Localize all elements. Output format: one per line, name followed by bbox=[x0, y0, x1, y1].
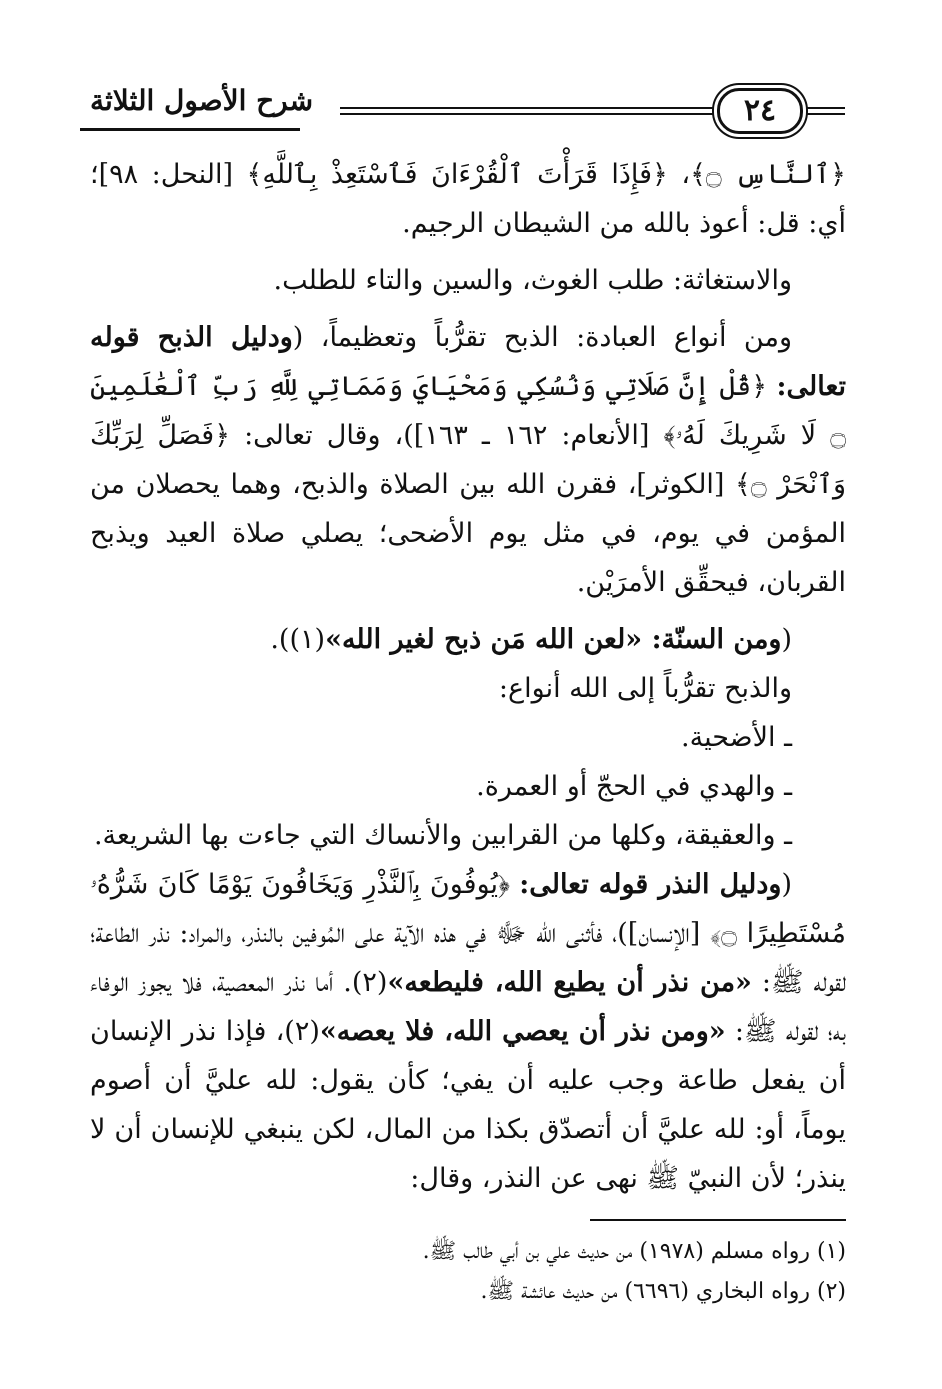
nadhr-text-3: (٢)، فإذا نذر الإنسان أن يفعل طاعة وجب عليه أن يفي؛ كأن يقول: لله عليَّ أن أصوم يوماً، أو: لله عليَّ أن أتصدّق بكذا من المال، لكن ينبغي للإنسان أن لا ينذر؛ لأن النبيّ ﷺ نهى عن النذر، وقال: bbox=[90, 1016, 846, 1194]
paragraph-dhabh bbox=[90, 313, 846, 607]
nadhr-hadith-obey: «من نذر أن يطيع الله، فليطعه» bbox=[387, 967, 752, 998]
dhabh-evidence-heading: ودليل الذبح قوله تعالى: bbox=[90, 322, 846, 402]
page-number: ٢٤ bbox=[717, 88, 803, 134]
list-item-udhiya: ـ الأضحية. bbox=[681, 722, 792, 753]
nadhr-evidence-text: ﴿يُوفُونَ بِٱلنَّذْرِ وَيَخَافُونَ يَوْمًا كَانَ شَرُّهُۥ مُسْتَطِيرًا ۝﴾ [الإنسان])، فأثنى الله ﷻ في هذه الآية على المُوفين بالنذر، والمراد: نذر الطاعة؛ لقوله ﷺ: bbox=[90, 869, 846, 998]
footnotes bbox=[90, 1232, 846, 1312]
sunnah-open: ( bbox=[781, 624, 792, 655]
paragraph-nadhr bbox=[90, 860, 846, 1203]
footnote-divider bbox=[590, 1219, 846, 1221]
nadhr-hadith-disobey: «ومن نذر أن يعصي الله، فلا يعصه» bbox=[319, 1016, 726, 1047]
header-rule-bottom bbox=[340, 113, 765, 115]
page-header bbox=[80, 78, 850, 138]
page-body bbox=[90, 150, 846, 1203]
footnote-2: (٢) رواه البخاري (٦٦٩٦) من حديث عائشة ﷺ. bbox=[480, 1279, 846, 1304]
dhabh-intro: ومن أنواع العبادة: الذبح تقرُّباً وتعظيماً، ( bbox=[292, 322, 792, 353]
running-title: شرح الأصول الثلاثة bbox=[90, 84, 314, 117]
sunnah-hadith: ومن السنّة: «لعن الله مَن ذبح لغير الله» bbox=[325, 624, 782, 655]
paragraph-types: والذبح تقرُّباً إلى الله أنواع: bbox=[498, 673, 792, 704]
header-rule-top bbox=[340, 107, 765, 109]
paragraph-isti-adha: ﴿ٱلنَّاسِ ۝﴾، ﴿فَإِذَا قَرَأْتَ ٱلْقُرْءَانَ فَٱسْتَعِذْ بِٱللَّهِ﴾ [النحل: ٩٨]؛ أي: قل: أعوذ بالله من الشيطان الرجيم. bbox=[90, 159, 846, 239]
dhabh-evidence-text: ﴿قُلْ إِنَّ صَلَاتِي وَنُسُكِي وَمَحْيَايَ وَمَمَاتِي لِلَّهِ رَبِّ ٱلْعَٰلَمِينَ ۝ لَا شَرِيكَ لَهُۥ﴾ [الأنعام: ١٦٢ ـ ١٦٣])، وقال تعالى: ﴿فَصَلِّ لِرَبِّكَ وَٱنْحَرْ ۝﴾ [الكوثر]، فقرن الله بين الصلاة والذبح، وهما يحصلان من المؤمن في يوم، في مثل يوم الأضحى؛ يصلي صلاة العيد ويذبح القربان، فيحقِّق الأمرَيْن. bbox=[90, 371, 847, 598]
header-rule-left bbox=[80, 128, 300, 131]
footnote-1: (١) رواه مسلم (١٩٧٨) من حديث علي بن أبي طالب ﷺ. bbox=[422, 1239, 846, 1264]
header-rule-right-top bbox=[805, 107, 845, 109]
nadhr-text-2: (٢). أما نذر المعصية، فلا يجوز الوفاء به؛ لقوله ﷺ: bbox=[90, 967, 846, 1047]
list-item-aqiqa: ـ والعقيقة، وكلها من القرابين والأنساك التي جاءت بها الشريعة. bbox=[93, 820, 792, 851]
paragraph-istighatha: والاستغاثة: طلب الغوث، والسين والتاء للطلب. bbox=[273, 265, 792, 296]
header-rule-right-bottom bbox=[805, 113, 845, 115]
paragraph-sunnah bbox=[90, 615, 846, 664]
nadhr-evidence-heading: ودليل النذر قوله تعالى: bbox=[519, 869, 782, 900]
list-item-hady: ـ والهدي في الحجّ أو العمرة. bbox=[476, 771, 792, 802]
nadhr-open: ( bbox=[781, 869, 792, 900]
sunnah-footnote-ref: (١)). bbox=[270, 624, 326, 655]
